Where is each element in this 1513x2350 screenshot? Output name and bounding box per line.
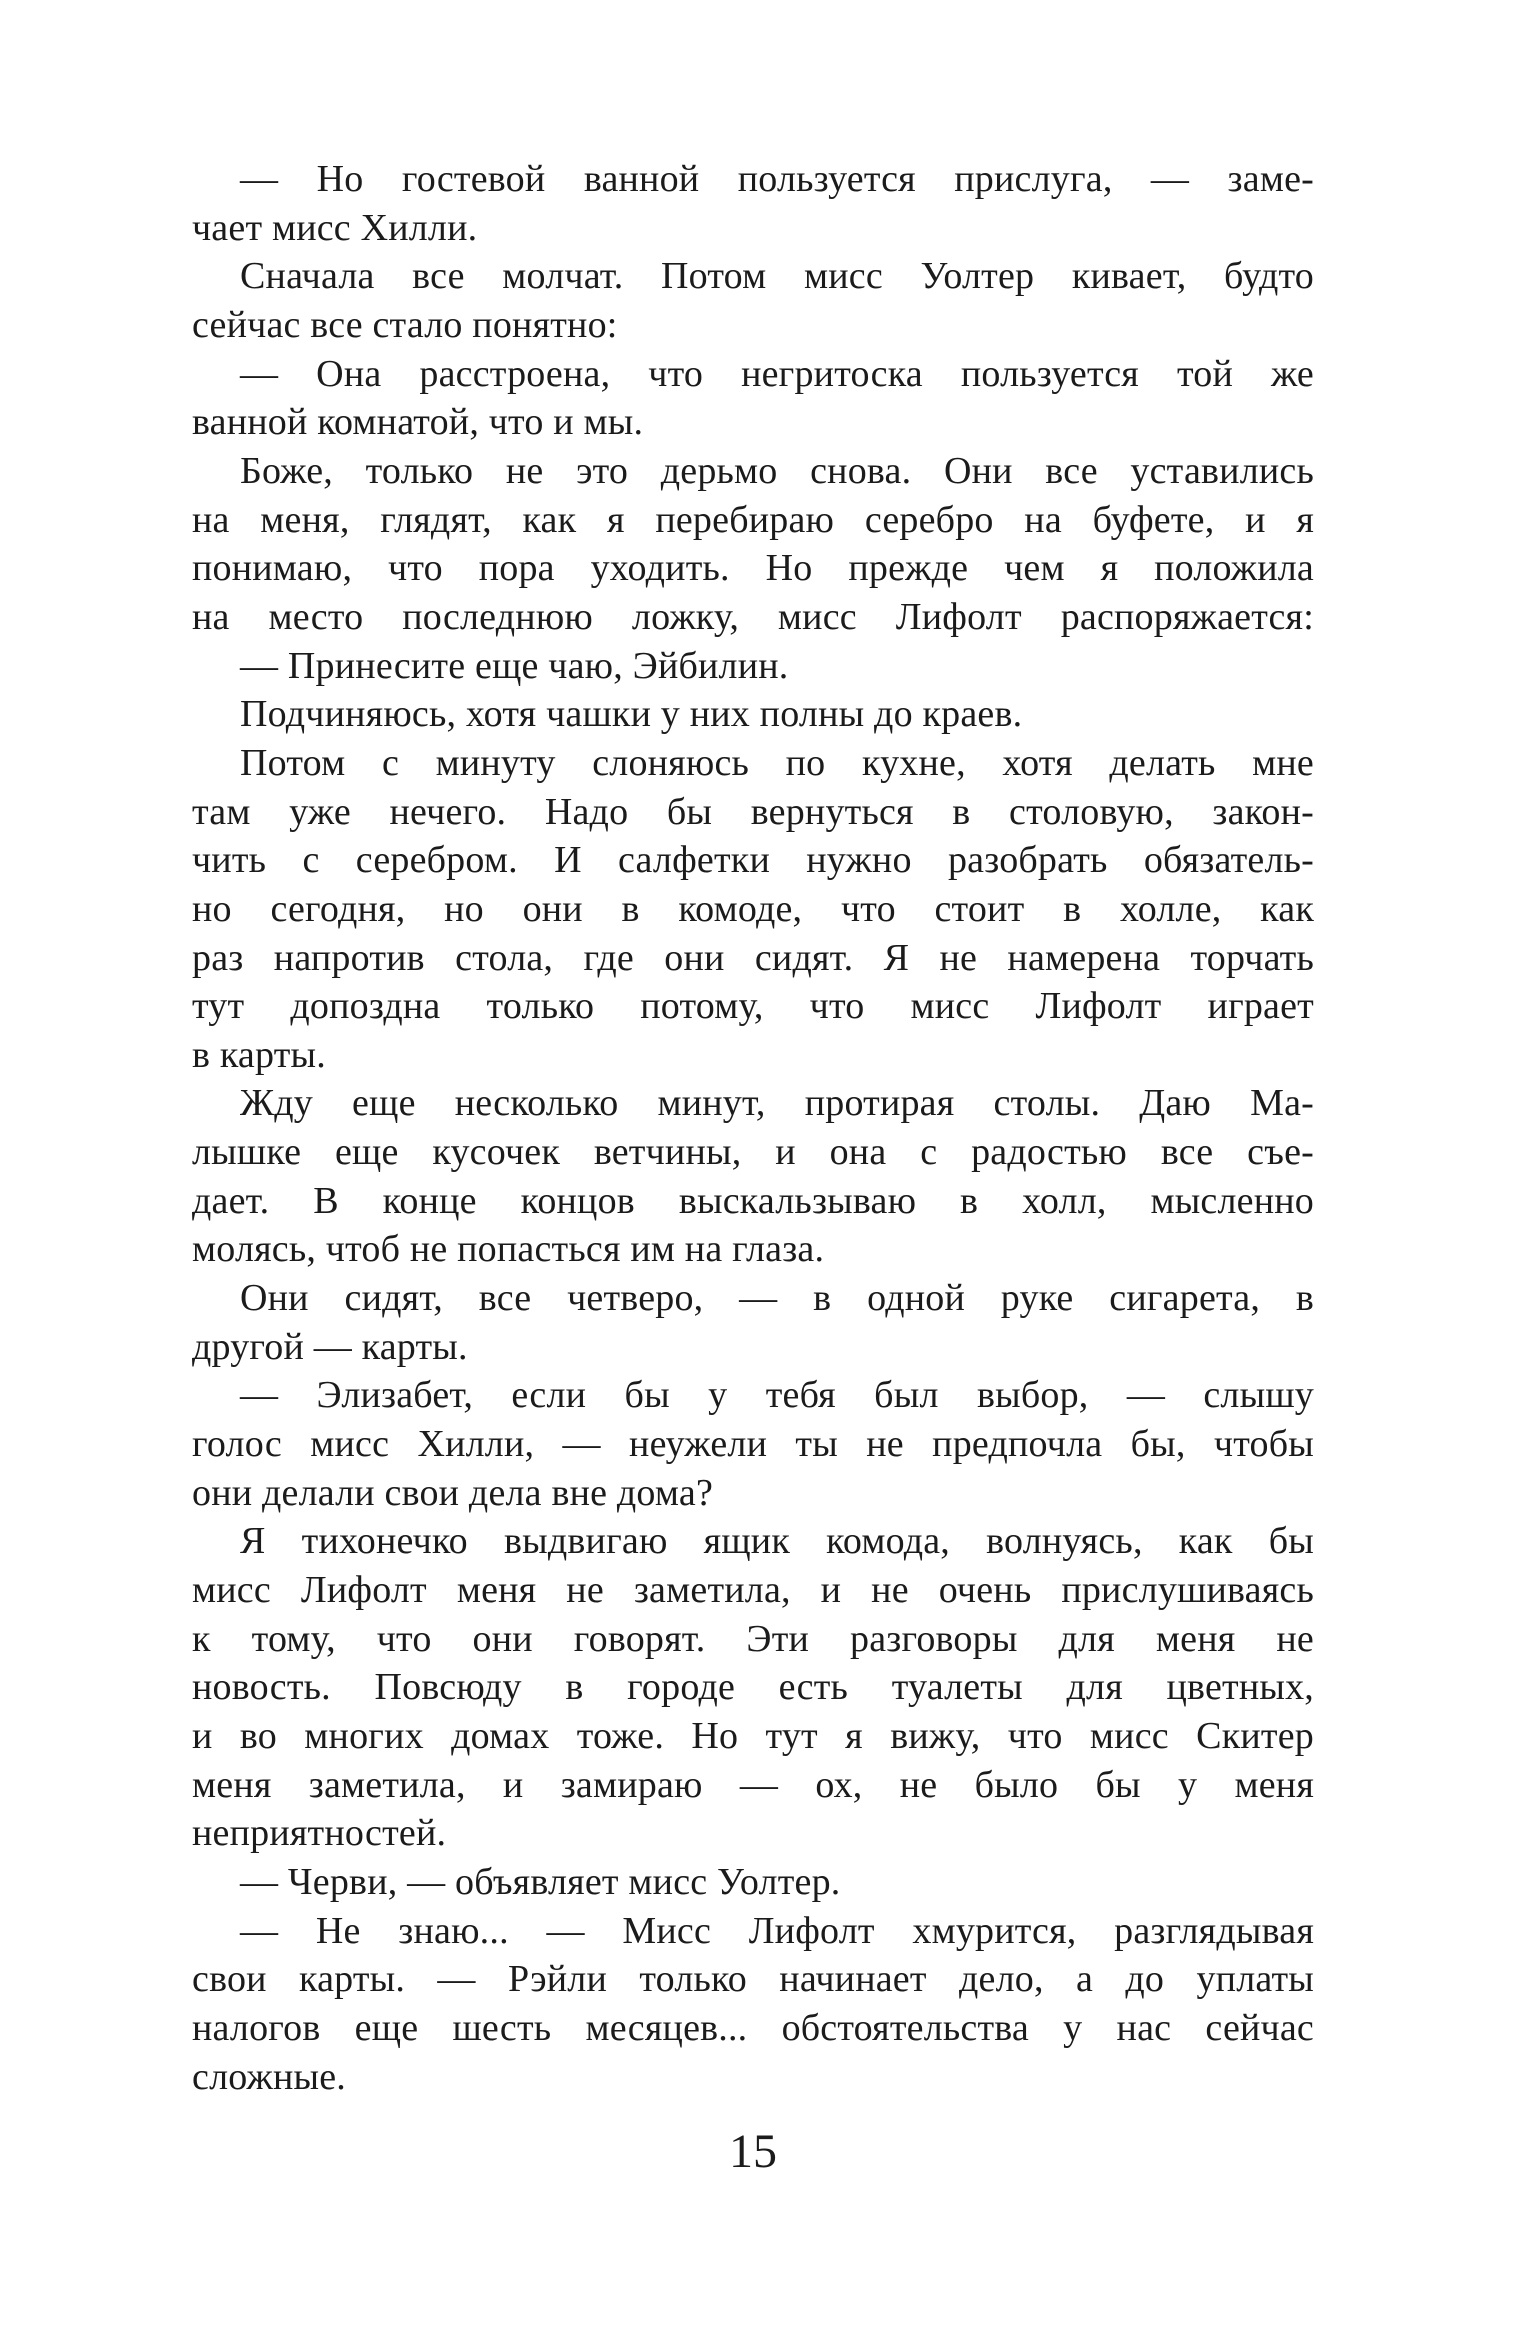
text-line: — Черви, — объявляет мисс Уолтер. [240,1860,841,1903]
text-line: молясь, чтоб не попасться им на глаза. [192,1228,825,1271]
text-line: — Элизабет, если бы у тебя был выбор, — слышу [240,1374,1314,1417]
text-line: Сначала все молчат. Потом мисс Уолтер кивает, будто [240,255,1314,298]
text-line: они делали свои дела вне дома? [192,1471,714,1514]
text-line: на меня, глядят, как я перебираю серебро на буфете, и я [192,498,1314,541]
text-line: Они сидят, все четверо, — в одной руке сигарета, в [240,1277,1314,1320]
text-line: — Но гостевой ванной пользуется прислуга, — заме- [240,158,1314,200]
text-line: — Не знаю... — Мисс Лифолт хмурится, разглядывая [240,1909,1314,1952]
page-number: 15 [729,2125,777,2178]
text-line: голос мисс Хилли, — неужели ты не предпочла бы, чтобы [192,1423,1314,1466]
text-block [192,155,1314,2101]
text-line: к тому, что они говорят. Эти разговоры для меня не [192,1617,1314,1660]
text-line: неприятностей. [192,1812,447,1855]
text-line: сейчас все стало понятно: [192,303,618,346]
text-line: дает. В конце концов выскальзываю в холл, мысленно [192,1179,1314,1222]
text-line: свои карты. — Рэйли только начинает дело, а до уплаты [192,1958,1314,2001]
text-line: — Принесите еще чаю, Эйбилин. [240,644,789,687]
text-line: Жду еще несколько минут, протирая столы. Даю Ма- [240,1082,1314,1125]
text-line: и во многих домах тоже. Но тут я вижу, что мисс Скитер [192,1715,1314,1757]
text-line: мисс Лифолт меня не заметила, и не очень прислушиваясь [192,1569,1314,1612]
text-line: понимаю, что пора уходить. Но прежде чем я положила [192,547,1314,590]
text-line: Боже, только не это дерьмо снова. Они все уставились [240,449,1314,492]
text-line: на место последнюю ложку, мисс Лифолт распоряжается: [192,595,1314,638]
text-line: Потом с минуту слоняюсь по кухне, хотя делать мне [240,741,1314,784]
text-line: раз напротив стола, где они сидят. Я не намерена торчать [192,936,1314,979]
text-line: сложные. [192,2055,346,2098]
text-line: лышке еще кусочек ветчины, и она с радостью все съе- [192,1131,1314,1174]
text-line: чает мисс Хилли. [192,206,478,249]
text-line: тут допоздна только потому, что мисс Лифолт играет [192,985,1314,1028]
text-line: налогов еще шесть месяцев... обстоятельства у нас сейчас [192,2006,1314,2049]
text-line: Я тихонечко выдвигаю ящик комода, волнуясь, как бы [240,1520,1314,1563]
text-line: Подчиняюсь, хотя чашки у них полны до краев. [240,693,1023,736]
text-line: в карты. [192,1033,326,1076]
text-line: чить с серебром. И салфетки нужно разобрать обязатель- [192,839,1314,882]
text-line: меня заметила, и замираю — ох, не было бы у меня [192,1763,1314,1806]
text-line: — Она расстроена, что негритоска пользуется той же [240,352,1314,395]
text-line: ванной комнатой, что и мы. [192,401,644,444]
text-line: но сегодня, но они в комоде, что стоит в холле, как [192,887,1314,930]
text-line: там уже нечего. Надо бы вернуться в столовую, закон- [192,790,1314,833]
text-line: другой — карты. [192,1325,468,1368]
text-line: новость. Повсюду в городе есть туалеты для цветных, [192,1666,1314,1709]
